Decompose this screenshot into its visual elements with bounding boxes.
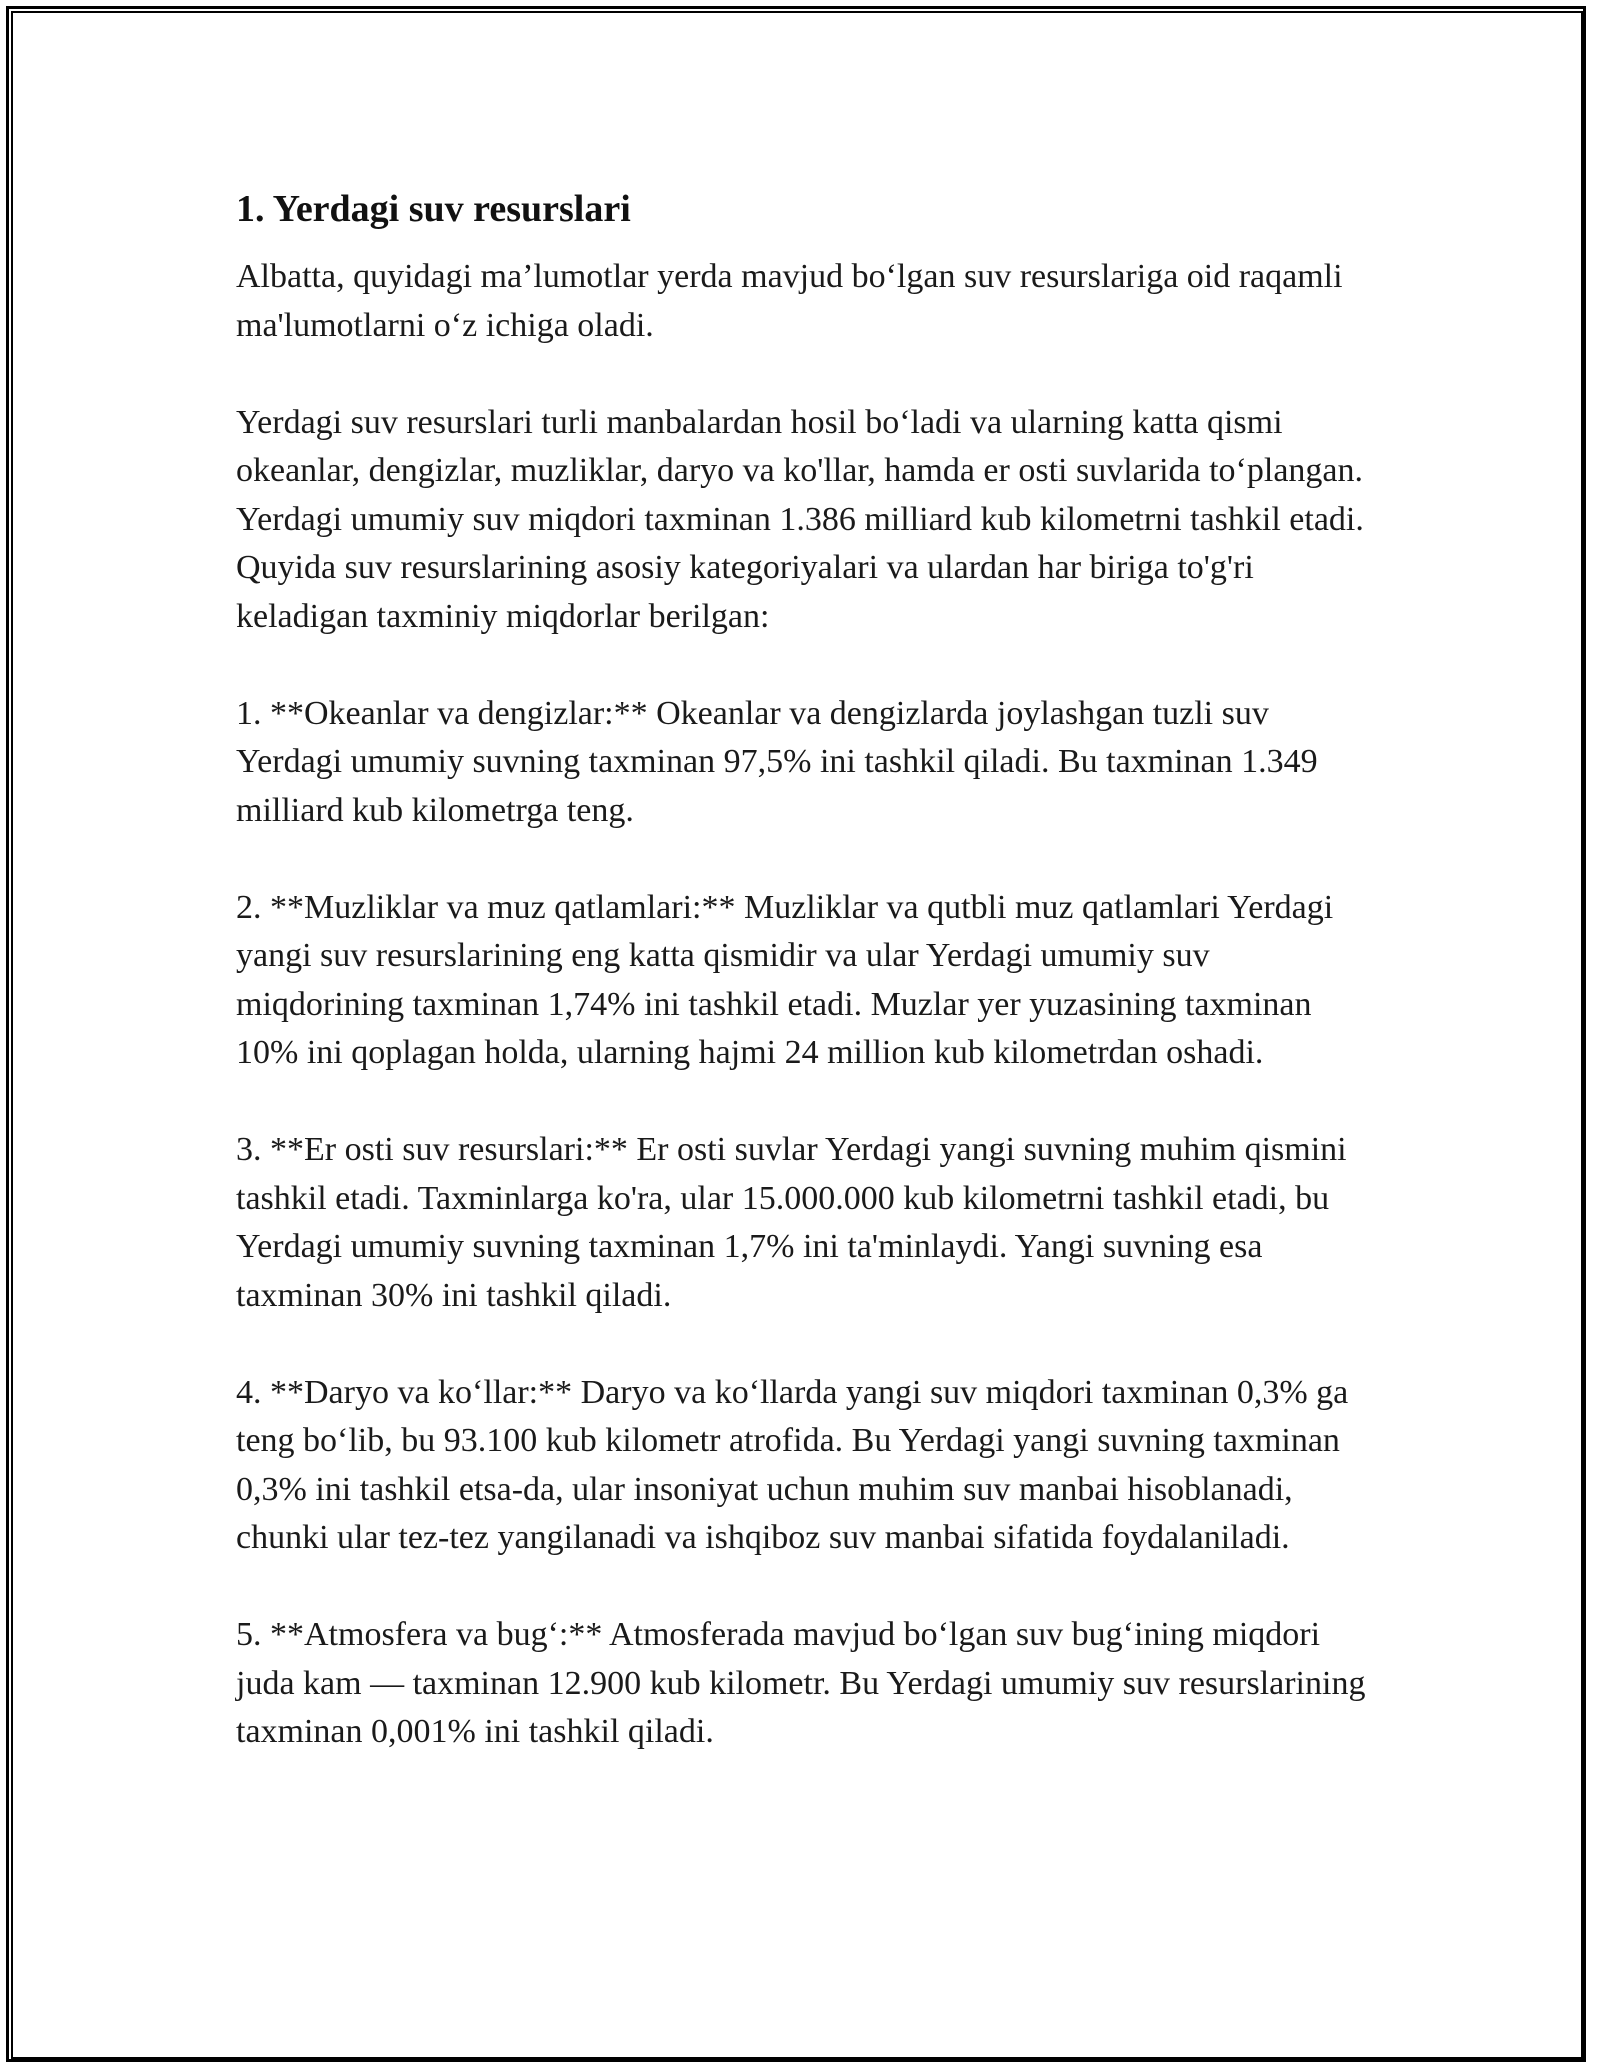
paragraph-intro: Albatta, quyidagi ma’lumotlar yerda mavjud bo‘lgan suv resurslariga oid raqamli ma'lumotlarni o‘z ichiga oladi. <box>236 258 1343 344</box>
paragraph-atmosphere: 5. **Atmosfera va bug‘:** Atmosferada mavjud bo‘lgan suv bug‘ining miqdori juda kam — taxminan 12.900 kub kilometr. Bu Yerdagi umumiy suv resurslarining taxminan 0,001% ini tashkil qiladi. <box>236 1616 1366 1750</box>
paragraph-overview: Yerdagi suv resurslari turli manbalardan hosil bo‘ladi va ularning katta qismi okeanlar, dengizlar, muzliklar, daryo va ko'llar, hamda er osti suvlarida to‘plangan. Yerdagi umumiy suv miqdori taxminan 1.386 milliard kub kilometrni tashkil etadi. Quyida suv resurslarining asosiy kategoriyalari va ulardan har biriga to'g'ri keladigan taxminiy miqdorlar berilgan: <box>236 403 1364 635</box>
paragraph-groundwater: 3. **Er osti suv resurslari:** Er osti suvlar Yerdagi yangi suvning muhim qismini tashkil etadi. Taxminlarga ko'ra, ular 15.000.000 kub kilometrni tashkil etadi, bu Yerdagi umumiy suvning taxminan 1,7% ini ta'minlaydi. Yangi suvning esa taxminan 30% ini tashkil qiladi. <box>236 1131 1347 1314</box>
document-title: 1. Yerdagi suv resurslari <box>236 188 631 230</box>
paragraph-rivers-lakes: 4. **Daryo va ko‘llar:** Daryo va ko‘llarda yangi suv miqdori taxminan 0,3% ga teng bo‘lib, bu 93.100 kub kilometr atrofida. Bu Yerdagi yangi suvning taxminan 0,3% ini tashkil etsa-da, ular insoniyat uchun muhim suv manbai hisoblanadi, chunki ular tez-tez yangilanadi va ishqiboz suv manbai sifatida foydalaniladi. <box>236 1373 1349 1556</box>
document-body <box>236 185 1376 1757</box>
paragraph-glaciers: 2. **Muzliklar va muz qatlamlari:** Muzliklar va qutbli muz qatlamlari Yerdagi yangi suv resurslarining eng katta qismidir va ular Yerdagi umumiy suv miqdorining taxminan 1,74% ini tashkil etadi. Muzlar yer yuzasining taxminan 10% ini qoplagan holda, ularning hajmi 24 million kub kilometrdan oshadi. <box>236 888 1334 1071</box>
paragraph-oceans: 1. **Okeanlar va dengizlar:** Okeanlar va dengizlarda joylashgan tuzli suv Yerdagi umumiy suvning taxminan 97,5% ini tashkil qiladi. Bu taxminan 1.349 milliard kub kilometrga teng. <box>236 694 1318 829</box>
